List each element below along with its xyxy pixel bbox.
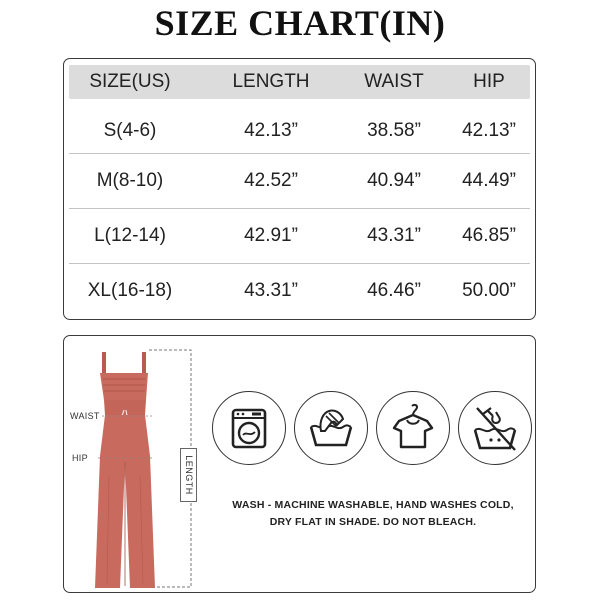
- cell-waist: 38.58”: [367, 119, 421, 141]
- table-row: [69, 263, 530, 318]
- table-row: [69, 103, 530, 158]
- cell-waist: 40.94”: [367, 170, 421, 191]
- cell-hip: 46.85”: [462, 225, 516, 246]
- cell-waist: 46.46”: [367, 280, 421, 301]
- hand-wash-icon: [294, 391, 368, 465]
- table-row: [69, 208, 530, 263]
- cell-length: 42.91”: [244, 225, 298, 246]
- cell-length: 42.13”: [244, 119, 298, 141]
- no-bleach-icon: [458, 391, 532, 465]
- length-label-box: [180, 448, 197, 502]
- cell-size: L(12-14): [94, 225, 166, 246]
- cell-hip: 42.13”: [462, 119, 516, 141]
- care-instructions-line-2: DRY FLAT IN SHADE. DO NOT BLEACH.: [269, 516, 477, 528]
- length-label: LENGTH: [183, 455, 194, 495]
- care-instructions-line-1: WASH - MACHINE WASHABLE, HAND WASHES COLD,: [232, 499, 514, 511]
- hip-label: HIP: [72, 453, 88, 463]
- machine-wash-icon: [212, 391, 286, 465]
- cell-hip: 44.49”: [462, 170, 516, 191]
- header-waist: WAIST: [364, 71, 424, 92]
- table-row: [69, 153, 530, 208]
- cell-size: S(4-6): [103, 119, 157, 141]
- hang-dry-icon: [376, 391, 450, 465]
- size-table: [63, 58, 536, 320]
- cell-waist: 43.31”: [367, 225, 421, 246]
- header-hip: HIP: [473, 71, 505, 92]
- cell-length: 43.31”: [244, 280, 298, 301]
- cell-size: XL(16-18): [87, 280, 173, 301]
- page-title: SIZE CHART(IN): [154, 3, 446, 43]
- cell-length: 42.52”: [244, 170, 298, 191]
- care-panel: [63, 335, 536, 593]
- cell-hip: 50.00”: [462, 280, 516, 301]
- waist-label: WAIST: [70, 411, 100, 421]
- table-header-row: [69, 65, 530, 99]
- jumpsuit-figure: [64, 336, 204, 594]
- header-length: LENGTH: [232, 71, 310, 92]
- header-size: SIZE(US): [89, 71, 171, 92]
- cell-size: M(8-10): [96, 170, 164, 191]
